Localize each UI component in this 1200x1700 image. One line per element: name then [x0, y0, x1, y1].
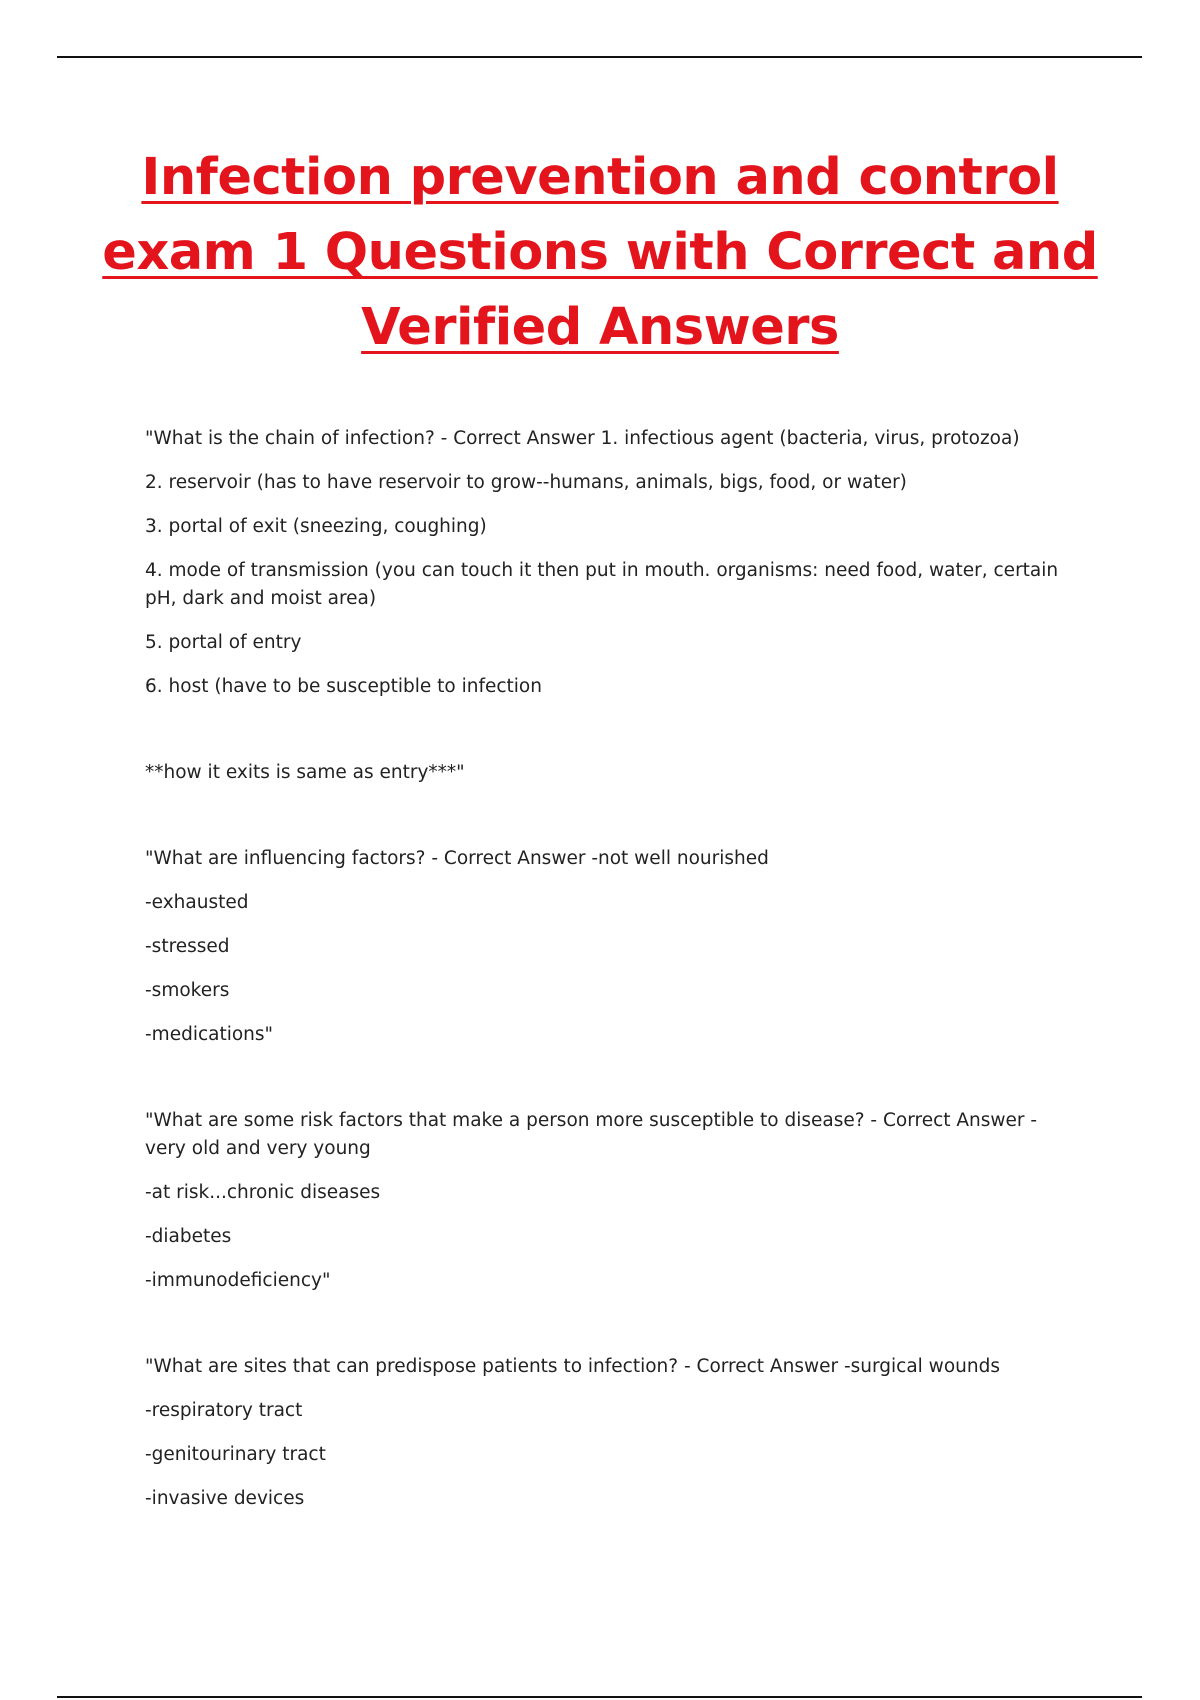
qa-note: **how it exits is same as entry***"	[145, 762, 465, 783]
qa-line: -medications"	[145, 1024, 274, 1045]
qa-line: 4. mode of transmission (you can touch it then put in mouth. organisms: need food, water, certain pH, dark and moist area)	[145, 560, 1059, 609]
qa-line: "What are some risk factors that make a person more susceptible to disease? - Correct Answer -very old and very young	[145, 1110, 1038, 1159]
qa-block-influencing-factors	[145, 845, 1065, 1049]
qa-content	[145, 425, 1065, 1529]
spacer	[145, 803, 1065, 845]
qa-block-chain-of-infection	[145, 425, 1065, 787]
spacer	[145, 1311, 1065, 1353]
qa-line: "What are influencing factors? - Correct Answer -not well nourished	[145, 848, 769, 869]
qa-line: -at risk...chronic diseases	[145, 1182, 381, 1203]
qa-line: -immunodeficiency"	[145, 1270, 331, 1291]
qa-line: "What is the chain of infection? - Correct Answer 1. infectious agent (bacteria, virus, protozoa)	[145, 428, 1020, 449]
qa-line: "What are sites that can predispose patients to infection? - Correct Answer -surgical wounds	[145, 1356, 1000, 1377]
document-title	[100, 140, 1100, 365]
qa-line: 6. host (have to be susceptible to infection	[145, 676, 542, 697]
qa-line: -diabetes	[145, 1226, 232, 1247]
qa-line: 5. portal of entry	[145, 632, 302, 653]
qa-block-predisposing-sites	[145, 1353, 1065, 1513]
qa-line: 2. reservoir (has to have reservoir to grow--humans, animals, bigs, food, or water)	[145, 472, 907, 493]
title-line-1: Infection prevention and control	[141, 148, 1059, 207]
top-rule	[57, 56, 1142, 58]
qa-line: -invasive devices	[145, 1488, 305, 1509]
title-line-2: exam 1 Questions with Correct and	[102, 223, 1098, 282]
qa-line: -genitourinary tract	[145, 1444, 326, 1465]
spacer	[145, 1065, 1065, 1107]
qa-line: -stressed	[145, 936, 230, 957]
qa-line: -smokers	[145, 980, 230, 1001]
title-line-3: Verified Answers	[361, 298, 839, 357]
qa-line: 3. portal of exit (sneezing, coughing)	[145, 516, 487, 537]
qa-block-risk-factors	[145, 1107, 1065, 1295]
qa-line: -respiratory tract	[145, 1400, 303, 1421]
qa-line: -exhausted	[145, 892, 249, 913]
bottom-rule	[57, 1696, 1142, 1698]
spacer	[145, 717, 1065, 759]
